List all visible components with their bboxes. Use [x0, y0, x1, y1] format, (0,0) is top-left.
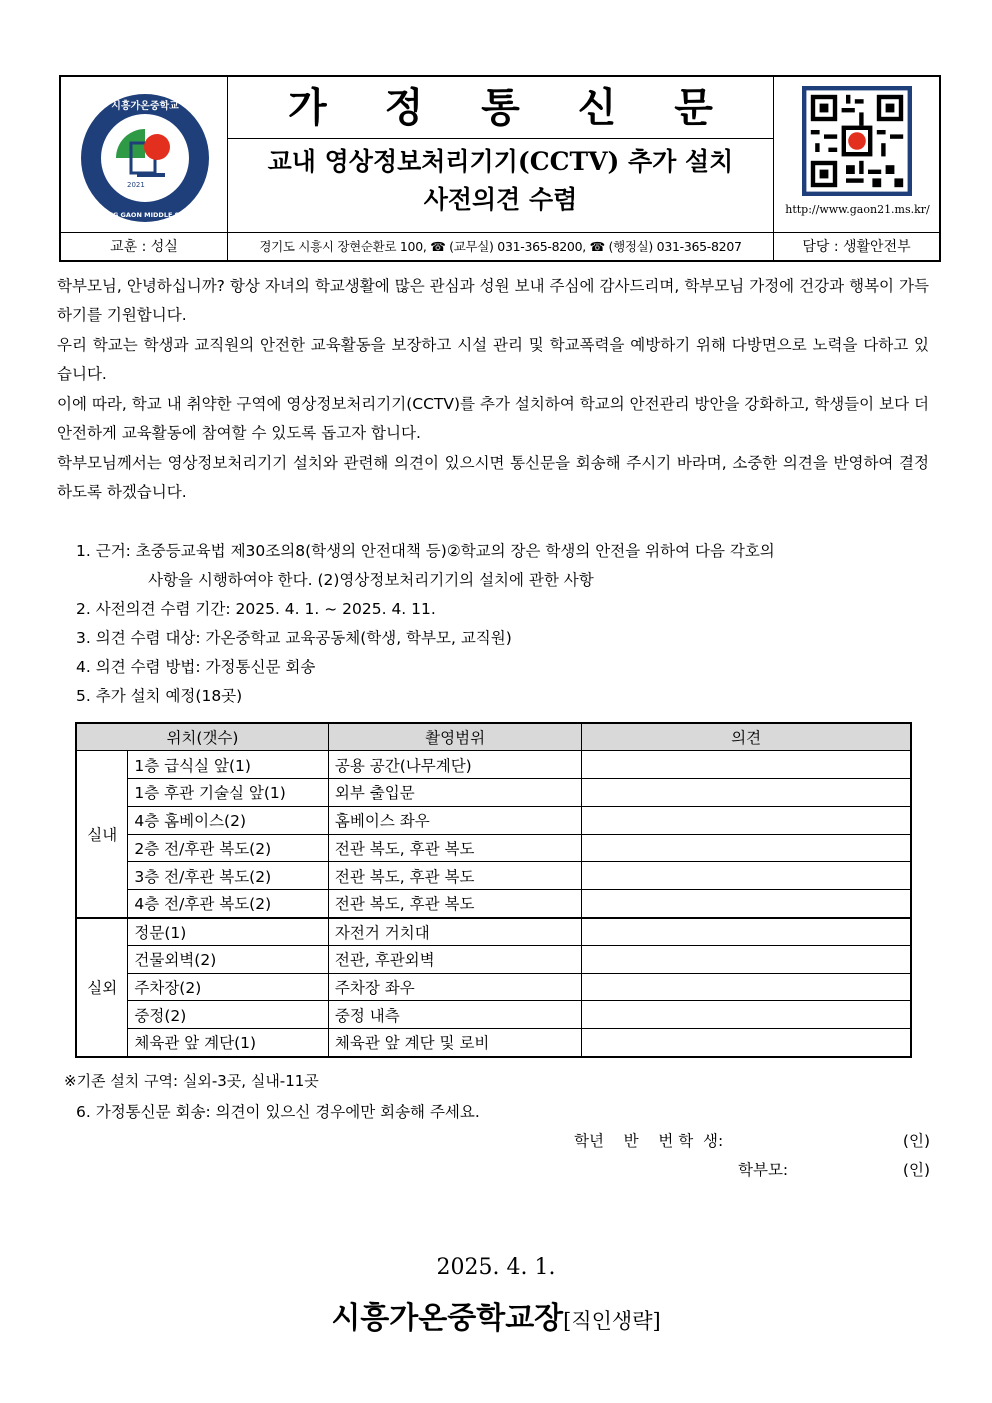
- range-cell: 홈베이스 좌우: [328, 806, 581, 834]
- location-cell: 건물외벽(2): [128, 945, 329, 973]
- list-item-basis-line1: 1. 근거: 초중등교육법 제30조의8(학생의 안전대책 등)②학교의 장은 학생의 안전을 위하여 다음 각호의: [76, 542, 775, 560]
- range-cell: 전관 복도, 후관 복도: [328, 834, 581, 862]
- issue-date: 2025. 4. 1.: [436, 1255, 556, 1280]
- location-cell: 주차장(2): [128, 973, 329, 1001]
- department: 담당 : 생활안전부: [802, 239, 911, 255]
- table-row: [76, 751, 911, 779]
- location-cell: 4층 홈베이스(2): [128, 806, 329, 834]
- title-cell: [228, 77, 774, 232]
- qr-cell: [774, 77, 941, 232]
- principal-seal-note: [직인생략]: [563, 1309, 661, 1333]
- info-row: [61, 232, 939, 262]
- existing-install-note: ※기존 설치 구역: 실외-3곳, 실내-11곳: [64, 1072, 319, 1090]
- opinion-cell[interactable]: [582, 973, 911, 1001]
- principal-name: [0, 1293, 992, 1337]
- paragraph-request: 학부모님께서는 영상정보처리기기 설치와 관련해 의견이 있으시면 통신문을 회송해 주시기 바라며, 소중한 의견을 반영하여 결정하도록 하겠습니다.: [57, 454, 929, 501]
- header-location: 위치(갯수): [76, 723, 328, 751]
- school-motto: 교훈 : 성실: [61, 233, 228, 261]
- location-cell: 중정(2): [128, 1001, 329, 1029]
- parent-label: 학부모:: [738, 1161, 789, 1179]
- table-row: [76, 834, 911, 862]
- location-cell: 2층 전/후관 복도(2): [128, 834, 329, 862]
- paragraph-effort: 우리 학교는 학생과 교직원의 안전한 교육활동을 보장하고 시설 관리 및 학교폭력을 예방하기 위해 다방면으로 노력을 다하고 있습니다.: [57, 336, 929, 383]
- opinion-cell[interactable]: [582, 751, 911, 779]
- table-row: [76, 973, 911, 1001]
- list-item-return: 6. 가정통신문 회송: 의견이 있으신 경우에만 회송해 주세요.: [76, 1103, 480, 1121]
- school-url[interactable]: http://www.gaon21.ms.kr/: [785, 203, 930, 216]
- opinion-cell[interactable]: [582, 890, 911, 918]
- list-item-target: 3. 의견 수렴 대상: 가온중학교 교육공동체(학생, 학부모, 교직원): [76, 629, 512, 647]
- parent-seal-mark[interactable]: (인): [902, 1161, 930, 1179]
- numbered-list: [76, 537, 931, 711]
- range-cell: 공용 공간(나무계단): [328, 751, 581, 779]
- subtitle-line-2: 사전의견 수렴: [423, 185, 578, 214]
- opinion-cell[interactable]: [582, 834, 911, 862]
- page-title: 가 정 통 신 문: [228, 77, 773, 139]
- location-cell: 3층 전/후관 복도(2): [128, 862, 329, 890]
- opinion-cell[interactable]: [582, 1001, 911, 1029]
- list-item-basis-line2: 사항을 시행하여야 한다. (2)영상정보처리기기의 설치에 관한 사항: [148, 571, 594, 589]
- range-cell: 체육관 앞 계단 및 로비: [328, 1029, 581, 1057]
- range-cell: 외부 출입문: [328, 779, 581, 807]
- principal-title: 시흥가온중학교장: [331, 1301, 564, 1336]
- page-subtitle: [228, 143, 773, 219]
- opinion-cell[interactable]: [582, 862, 911, 890]
- table-row: [76, 862, 911, 890]
- location-cell: 1층 급식실 앞(1): [128, 751, 329, 779]
- location-cell: 정문(1): [128, 918, 329, 946]
- list-item-basis: [76, 537, 931, 595]
- list-item-method: 4. 의견 수렴 방법: 가정통신문 회송: [76, 658, 316, 676]
- header-opinion: 의견: [582, 723, 911, 751]
- opinion-cell[interactable]: [582, 945, 911, 973]
- table-header-row: [76, 723, 911, 751]
- location-cell: 4층 전/후관 복도(2): [128, 890, 329, 918]
- qr-code-icon[interactable]: [802, 86, 912, 196]
- range-cell: 주차장 좌우: [328, 973, 581, 1001]
- opinion-cell[interactable]: [582, 779, 911, 807]
- student-label: 학년 반 번 학 생:: [574, 1132, 724, 1150]
- table-row: [76, 806, 911, 834]
- logo-bottom-text: SIHEUNG GAON MIDDLE SCHOOL: [85, 211, 205, 219]
- location-cell: 1층 후관 기술실 앞(1): [128, 779, 329, 807]
- group-outdoor: 실외: [76, 918, 128, 1057]
- opinion-cell[interactable]: [582, 918, 911, 946]
- opinion-cell[interactable]: [582, 806, 911, 834]
- paragraph-greeting: 학부모님, 안녕하십니까? 항상 자녀의 학교생활에 많은 관심과 성원 보내 주심에 감사드리며, 학부모님 가정에 건강과 행복이 가득하기를 기원합니다.: [57, 277, 929, 324]
- school-logo: [61, 77, 228, 232]
- group-indoor: 실내: [76, 751, 128, 918]
- student-signature-line: [574, 1129, 930, 1151]
- subtitle-line-1: 교내 영상정보처리기기(CCTV) 추가 설치: [267, 147, 734, 176]
- header-table: [59, 75, 941, 262]
- paragraph-purpose: 이에 따라, 학교 내 취약한 구역에 영상정보처리기기(CCTV)를 추가 설치하여 학교의 안전관리 방안을 강화하고, 학생들이 보다 더 안전하게 교육활동에 참여할 수 있도록 돕고자 합니다.: [57, 395, 929, 442]
- cctv-location-table: [75, 722, 912, 1058]
- table-row: [76, 918, 911, 946]
- school-address: 경기도 시흥시 장현순환로 100, ☎ (교무실) 031-365-8200, ☎ (행정실) 031-365-8207: [228, 233, 774, 261]
- logo-cell: [61, 77, 228, 232]
- range-cell: 전관, 후관외벽: [328, 945, 581, 973]
- range-cell: 자전거 거치대: [328, 918, 581, 946]
- table-row: [76, 779, 911, 807]
- header-range: 촬영범위: [328, 723, 581, 751]
- logo-top-text: 시흥가온중학교: [111, 101, 179, 112]
- list-item-period: 2. 사전의견 수렴 기간: 2025. 4. 1. ~ 2025. 4. 11.: [76, 600, 436, 618]
- table-row: [76, 1029, 911, 1057]
- list-item-install-plan: 5. 추가 설치 예정(18곳): [76, 687, 243, 705]
- logo-year: 2021: [127, 181, 145, 189]
- range-cell: 중정 내측: [328, 1001, 581, 1029]
- range-cell: 전관 복도, 후관 복도: [328, 862, 581, 890]
- opinion-cell[interactable]: [582, 1029, 911, 1057]
- range-cell: 전관 복도, 후관 복도: [328, 890, 581, 918]
- location-cell: 체육관 앞 계단(1): [128, 1029, 329, 1057]
- table-row: [76, 890, 911, 918]
- table-row: [76, 1001, 911, 1029]
- table-row: [76, 945, 911, 973]
- student-seal-mark[interactable]: (인): [902, 1132, 930, 1150]
